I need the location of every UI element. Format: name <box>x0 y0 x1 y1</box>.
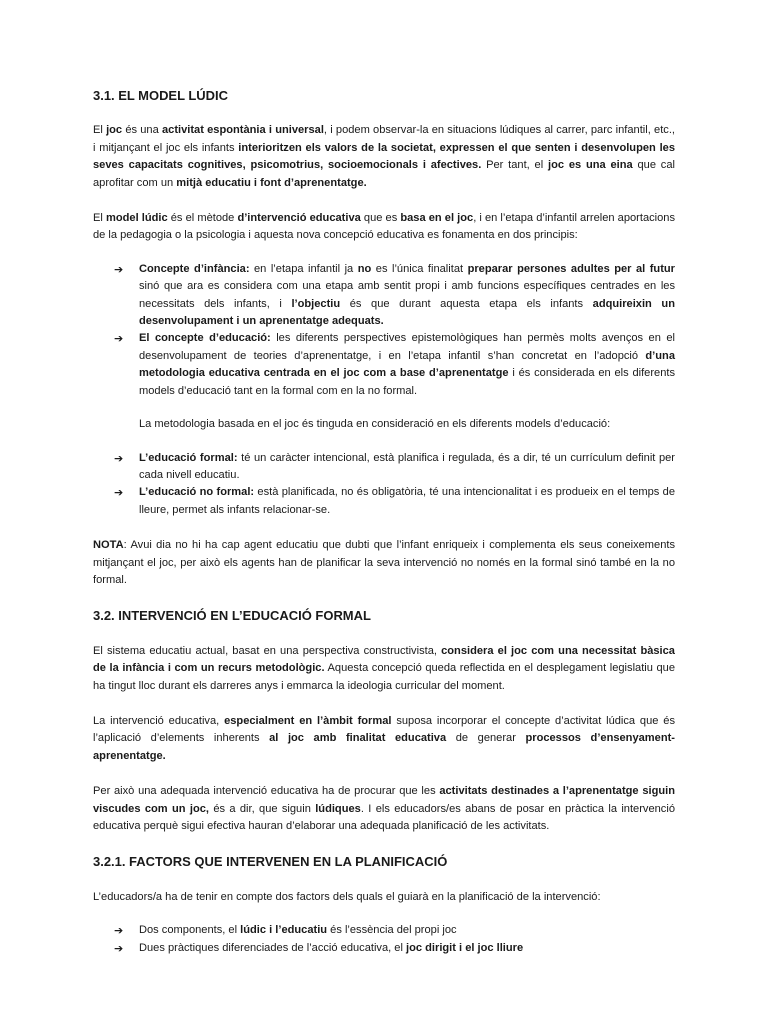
bold-text: processos d’ensenyament-aprenentatge. <box>93 732 676 762</box>
bold-text: al joc amb finalitat educativa <box>269 732 447 745</box>
paragraph-joc <box>93 122 675 192</box>
education-models-list <box>93 450 675 520</box>
arrow-bullet-icon: ➔ <box>114 941 124 955</box>
section-3-2-1-title: 3.2.1. FACTORS QUE INTERVENEN EN LA PLANIFICACIÓ <box>93 854 448 870</box>
text-run: en l’etapa infantil ja <box>249 262 358 275</box>
bold-text: model lúdic <box>105 212 168 225</box>
bold-text: l’objectiu <box>291 297 341 310</box>
bold-text: basa en el joc <box>400 212 474 225</box>
arrow-bullet-icon: ➔ <box>114 332 124 346</box>
text-run: Aquesta concepció queda reflectida en el desplegament legislatiu que ha tingut lloc durant els darreres anys i emmarca la ideologia curricular del moment. <box>93 662 676 692</box>
text-run: suposa incorporar el concepte d’activitat lúdica que és l’aplicació d’elements inherents <box>93 714 675 745</box>
text-run: té un caràcter intencional, està planifica i regulada, és a dir, té un currículum definit per cada nivell educatiu. <box>139 451 675 481</box>
section-3-2-title: 3.2. INTERVENCIÓ EN L’EDUCACIÓ FORMAL <box>93 608 371 624</box>
text-run: La intervenció educativa, <box>93 714 225 727</box>
bold-text: joc <box>106 124 123 137</box>
text-run: Per tant, el <box>481 159 548 172</box>
paragraph-intervencio <box>93 713 675 765</box>
arrow-bullet-icon: ➔ <box>114 924 124 938</box>
text-run: és l’essència del propi joc <box>327 924 457 937</box>
bold-text: no <box>357 262 372 275</box>
paragraph-model-ludic <box>93 210 675 245</box>
arrow-bullet-icon: ➔ <box>114 451 124 465</box>
text-run: està planificada, no és obligatòria, té una intencionalitat i es produeix en el temps de lleure, permet als infants relacionar-se. <box>139 486 675 516</box>
factors-list <box>93 922 675 957</box>
bold-text: considera el joc com una necessitat bàsica de la infància i com un recurs metodològic. <box>93 644 675 675</box>
list-item <box>114 261 675 331</box>
text-run: que cal aprofitar com un <box>93 159 675 189</box>
text-run: , i en l’etapa d’infantil arrelen aportacions de la pedagogia o la psicologia i aquesta nova concepció educativa es fonamenta en dos principis: <box>93 212 676 242</box>
bold-text: L’educació no formal: <box>139 486 255 499</box>
text-run: de generar <box>446 732 526 745</box>
bold-text: interioritzen els valors de la societat, expressen el que senten i desenvolupen les seves capacitats cognitives, psicomotrius, socioemocionals i afectives. <box>93 141 675 172</box>
text-run: : Avui dia no hi ha cap agent educatiu que dubti que l’infant enriqueix i complementa els seus coneixements mitjançant el joc, per això els agents han de planificar la seva intervenció no només en la formal sinó també en la no formal. <box>93 539 675 586</box>
text-run: Dos components, el <box>139 924 241 937</box>
text-run: El sistema educatiu actual, basat en una perspectiva constructivista, <box>93 644 442 657</box>
text-run: sinó que ara es considera com una etapa amb sentit propi i amb funcions específiques centrades en les necessitats dels infants, i <box>139 280 675 310</box>
section-3-1-title: 3.1. EL MODEL LÚDIC <box>93 88 228 103</box>
paragraph-sistema-educatiu <box>93 643 675 695</box>
paragraph-activitats <box>93 783 675 835</box>
note-paragraph <box>93 537 675 589</box>
list-item <box>114 940 675 957</box>
arrow-bullet-icon: ➔ <box>114 262 124 276</box>
text-run: El <box>93 124 107 137</box>
bold-text: activitat espontània i universal <box>161 124 324 137</box>
bold-text: NOTA <box>93 539 124 552</box>
bold-text: especialment en l’àmbit formal <box>224 714 392 727</box>
text-run: Per això una adequada intervenció educativa ha de procurar que les <box>93 785 440 798</box>
bold-text: mitjà educatiu i font d’aprenentatge. <box>176 176 367 189</box>
principles-list <box>93 261 675 400</box>
text-run: és a dir, que siguin <box>208 802 316 815</box>
text-run: Dues pràctiques diferenciades de l’acció educativa, el <box>139 941 407 954</box>
bold-text: d’una metodologia educativa centrada en el joc com a base d’aprenentatge <box>139 349 675 380</box>
text-run: El <box>93 212 106 225</box>
bold-text: joc es una eina <box>547 159 633 172</box>
bold-text: lúdiques <box>315 802 361 815</box>
list-item <box>114 330 676 400</box>
text-run: . I els educadors/es abans de posar en pràctica la intervenció educativa perquè sigui efectiva hauran d’elaborar una adequada planificació de les activitats. <box>93 802 675 832</box>
text-run: que es <box>360 212 401 225</box>
text-run: és el mètode <box>167 212 238 225</box>
bold-text: Concepte d’infància: <box>139 262 250 275</box>
text-run: és una <box>122 124 162 137</box>
bold-text: El concepte d’educació: <box>139 332 271 345</box>
list-item <box>114 484 675 519</box>
bold-text: preparar persones adultes per al futur <box>467 262 675 275</box>
list-item <box>114 922 675 939</box>
text-run: i és considerada en els diferents models d’educació tant en la formal com en la no formal. <box>139 367 676 397</box>
bold-text: joc dirigit i el joc lliure <box>406 941 524 954</box>
text-run: és que durant aquesta etapa els infants <box>340 297 593 310</box>
bold-text: adquireixin un desenvolupament i un aprenentatge adequats. <box>139 297 675 328</box>
list-item <box>114 450 675 485</box>
bold-text: L’educació formal: <box>139 451 238 464</box>
bold-text: activitats destinades a l’aprenentatge siguin viscudes com un joc, <box>93 785 675 815</box>
paragraph-factors-intro: L’educadors/a ha de tenir en compte dos factors dels quals el guiarà en la planificació de la intervenció: <box>93 890 601 903</box>
bold-text: d’intervenció educativa <box>237 212 361 225</box>
paragraph-metodologia: La metodologia basada en el joc és tinguda en consideració en els diferents models d’educació: <box>139 418 611 431</box>
text-run: , i podem observar-la en situacions lúdiques al carrer, parc infantil, etc., i mitjançant el joc els infants <box>93 124 675 154</box>
text-run: es l’única finalitat <box>371 262 468 275</box>
text-run: les diferents perspectives epistemològiques han permès molts avenços en el desenvolupament de teories d’aprenentatge, i en l’etapa infantil s’han concretat en l’adopció <box>139 332 675 362</box>
bold-text: lúdic i l’educatiu <box>240 924 328 937</box>
arrow-bullet-icon: ➔ <box>114 486 124 500</box>
